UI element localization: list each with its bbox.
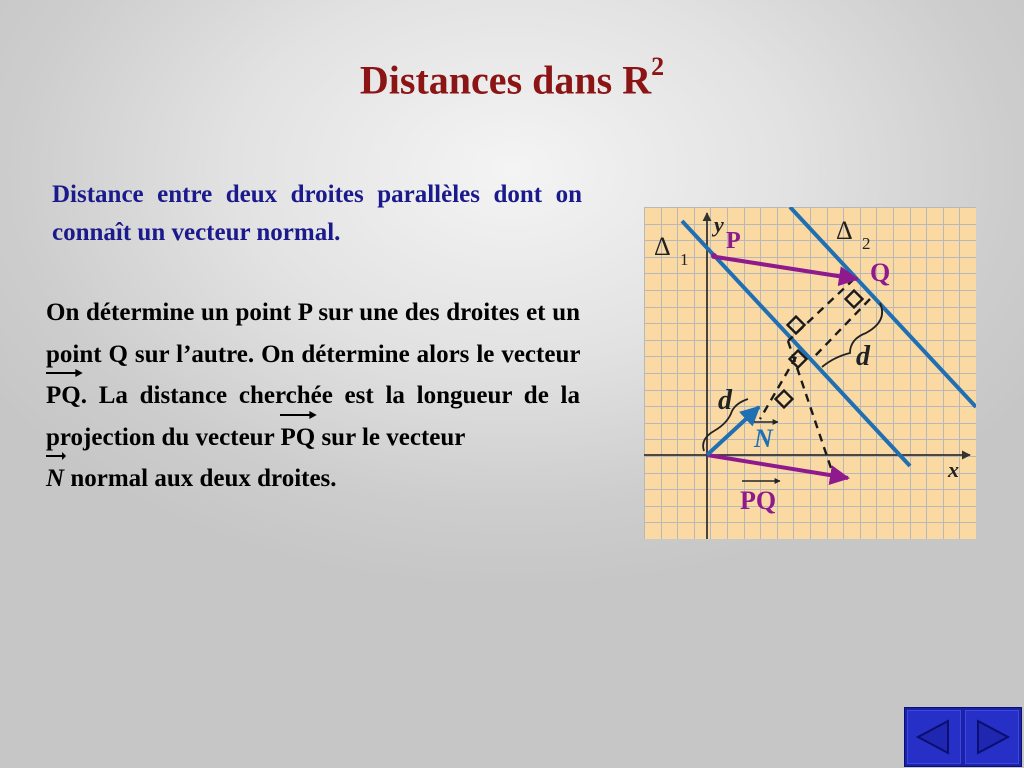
vector-pq-notation-2 [280,417,315,459]
previous-slide-button[interactable] [907,710,961,764]
title-text: Distances dans R [359,57,652,103]
subtitle: Distance entre deux droites parallèles dont on connaît un vecteur normal. [52,181,582,246]
explanation-text [46,292,580,500]
delta-1-label: Δ [654,232,671,261]
delta-2-subscript: 2 [862,234,871,253]
right-triangle-icon [972,717,1012,757]
vector-n-notation [46,458,64,500]
y-axis-label: y [714,212,724,237]
slide-title [0,52,1024,103]
left-triangle-icon [914,717,954,757]
vector-pq-notation [46,375,81,417]
vector-arrow-icon [46,452,66,460]
body-part-4: normal aux deux droites. [64,465,337,492]
delta-2-label: Δ [836,216,853,245]
vector-n-label: N [754,424,773,453]
x-axis-label: x [948,457,959,482]
distance-label-lower: d [718,385,732,416]
vector-n-label: N [46,465,65,492]
body-part-1: On détermine un point P sur une des droites et un point Q sur l’autre. On détermine alors le vecteur [46,299,580,368]
diagram-svg [644,207,976,539]
vector-pq-label: PQ [740,486,777,515]
distance-diagram [644,207,976,539]
delta-1-subscript: 1 [680,250,689,269]
vector-pq-label-2: PQ [280,423,316,451]
body-part-2: . La distance cherchée est la longueur de la projection du vecteur [46,382,580,451]
vector-pq-label: PQ [46,382,81,409]
distance-label-upper: d [856,341,870,372]
slide-navigation [904,707,1022,767]
title-exponent: 2 [651,52,665,81]
vector-arrow-icon [280,411,317,419]
body-part-3: sur le vecteur [315,423,466,451]
point-p-label: P [726,228,741,254]
point-q-label: Q [870,258,891,287]
vector-arrow-icon [46,369,83,377]
next-slide-button[interactable] [965,710,1019,764]
point-p-marker [711,253,717,259]
